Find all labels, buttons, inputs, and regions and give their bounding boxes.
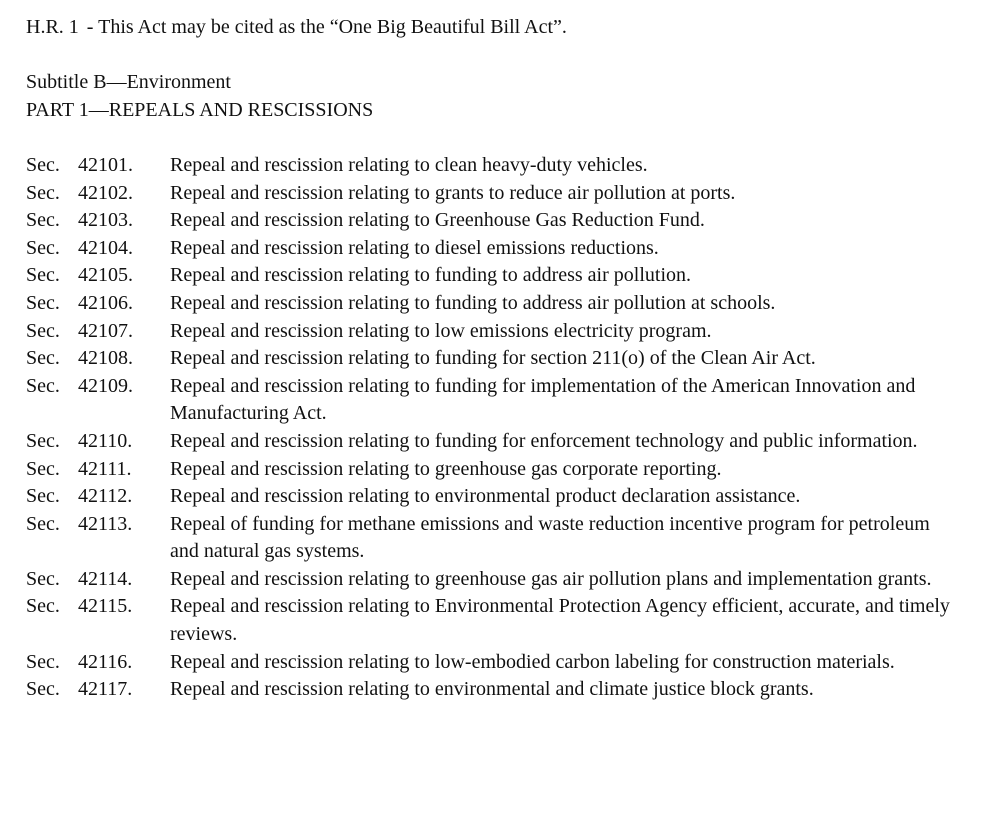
section-prefix: Sec.: [26, 347, 60, 370]
section-row: [26, 180, 986, 208]
section-label: [26, 152, 170, 180]
section-number: 42102.: [78, 181, 133, 204]
section-label: [26, 566, 170, 594]
section-row: [26, 207, 986, 235]
section-row: [26, 152, 986, 180]
section-row: [26, 593, 986, 648]
section-row: [26, 649, 986, 677]
document-page: [26, 14, 986, 704]
subtitle-heading: Subtitle B—Environment: [26, 71, 231, 94]
section-number: 42101.: [78, 153, 133, 176]
section-prefix: Sec.: [26, 485, 60, 508]
section-row: [26, 483, 986, 511]
section-prefix: Sec.: [26, 678, 60, 701]
section-number: 42112.: [78, 485, 133, 508]
section-label: [26, 676, 170, 704]
section-prefix: Sec.: [26, 567, 60, 590]
section-row: [26, 262, 986, 290]
section-title: Repeal and rescission relating to funding for implementation of the American Innovation and Manufacturing Act.: [170, 374, 916, 425]
bill-number: H.R. 1: [26, 16, 79, 38]
section-title: Repeal and rescission relating to grants to reduce air pollution at ports.: [170, 181, 736, 204]
section-row: [26, 428, 986, 456]
section-label: [26, 428, 170, 456]
section-number: 42109.: [78, 374, 133, 397]
section-number: 42116.: [78, 650, 133, 673]
section-label: [26, 511, 170, 539]
section-title: Repeal and rescission relating to diesel emissions reductions.: [170, 236, 659, 259]
section-prefix: Sec.: [26, 650, 60, 673]
section-title: Repeal and rescission relating to funding for section 211(o) of the Clean Air Act.: [170, 347, 816, 370]
section-number: 42113.: [78, 512, 133, 535]
section-number: 42114.: [78, 567, 133, 590]
section-prefix: Sec.: [26, 209, 60, 232]
section-row: [26, 456, 986, 484]
section-title: Repeal and rescission relating to Greenhouse Gas Reduction Fund.: [170, 209, 705, 232]
section-label: [26, 483, 170, 511]
section-number: 42115.: [78, 595, 133, 618]
section-row: [26, 235, 986, 263]
section-label: [26, 262, 170, 290]
section-label: [26, 207, 170, 235]
section-prefix: Sec.: [26, 374, 60, 397]
section-number: 42110.: [78, 429, 133, 452]
section-row: [26, 345, 986, 373]
section-label: [26, 345, 170, 373]
section-number: 42104.: [78, 236, 133, 259]
section-prefix: Sec.: [26, 512, 60, 535]
section-label: [26, 373, 170, 401]
section-title: Repeal and rescission relating to funding to address air pollution at schools.: [170, 291, 776, 314]
section-number: 42117.: [78, 678, 133, 701]
section-row: [26, 511, 986, 566]
section-label: [26, 290, 170, 318]
section-title: Repeal and rescission relating to funding to address air pollution.: [170, 264, 691, 287]
section-title: Repeal and rescission relating to greenhouse gas corporate reporting.: [170, 457, 722, 480]
section-prefix: Sec.: [26, 181, 60, 204]
section-prefix: Sec.: [26, 429, 60, 452]
bill-citation: - This Act may be cited as the “One Big Beautiful Bill Act”.: [86, 16, 567, 38]
section-label: [26, 318, 170, 346]
section-label: [26, 593, 170, 621]
section-title: Repeal and rescission relating to environmental and climate justice block grants.: [170, 678, 814, 701]
section-number: 42107.: [78, 319, 133, 342]
section-row: [26, 566, 986, 594]
section-row: [26, 676, 986, 704]
section-number: 42108.: [78, 347, 133, 370]
section-prefix: Sec.: [26, 264, 60, 287]
bill-title-line: [26, 14, 986, 42]
section-title: Repeal and rescission relating to low emissions electricity program.: [170, 319, 712, 342]
section-prefix: Sec.: [26, 319, 60, 342]
section-list: [26, 152, 986, 704]
section-prefix: Sec.: [26, 236, 60, 259]
section-number: 42106.: [78, 291, 133, 314]
section-label: [26, 180, 170, 208]
section-title: Repeal and rescission relating to greenhouse gas air pollution plans and implementation grants.: [170, 567, 932, 590]
section-label: [26, 649, 170, 677]
spacer: [26, 42, 986, 70]
section-row: [26, 290, 986, 318]
part-heading: PART 1—REPEALS AND RESCISSIONS: [26, 98, 374, 121]
section-number: 42103.: [78, 209, 133, 232]
section-title: Repeal and rescission relating to clean heavy-duty vehicles.: [170, 153, 648, 176]
section-label: [26, 456, 170, 484]
section-title: Repeal and rescission relating to Environmental Protection Agency efficient, accurate, and timely reviews.: [170, 595, 950, 646]
section-title: Repeal and rescission relating to environmental product declaration assistance.: [170, 485, 801, 508]
section-number: 42111.: [78, 457, 132, 480]
section-row: [26, 318, 986, 346]
section-prefix: Sec.: [26, 291, 60, 314]
section-title: Repeal of funding for methane emissions and waste reduction incentive program for petroleum and natural gas systems.: [170, 512, 930, 563]
section-prefix: Sec.: [26, 153, 60, 176]
section-title: Repeal and rescission relating to low-embodied carbon labeling for construction materials.: [170, 650, 895, 673]
section-prefix: Sec.: [26, 595, 60, 618]
section-label: [26, 235, 170, 263]
section-row: [26, 373, 986, 428]
section-prefix: Sec.: [26, 457, 60, 480]
section-number: 42105.: [78, 264, 133, 287]
section-title: Repeal and rescission relating to funding for enforcement technology and public information.: [170, 429, 918, 452]
